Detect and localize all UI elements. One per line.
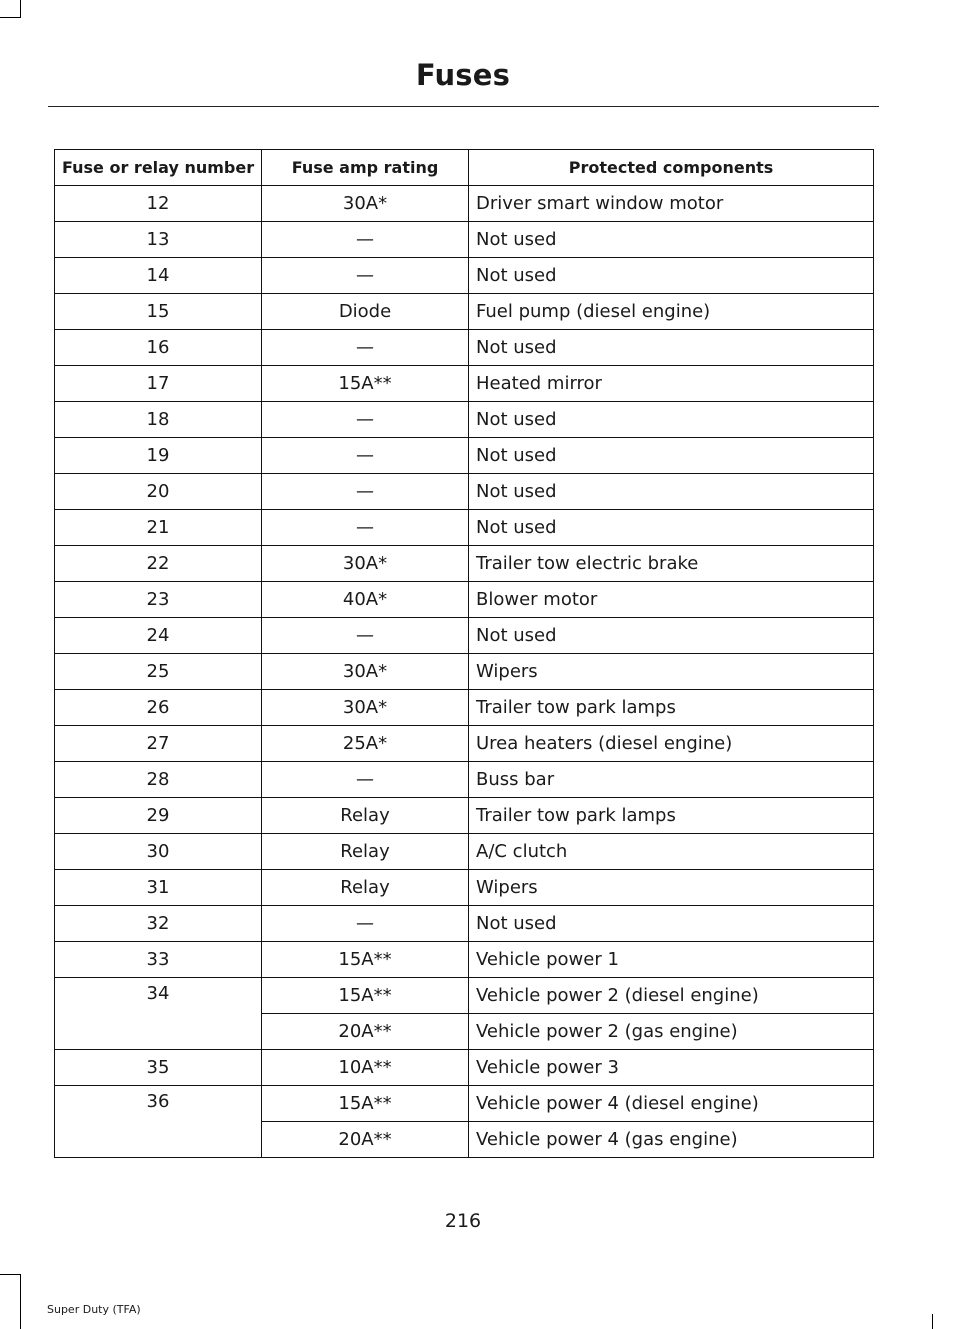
amp-rating: 20A** xyxy=(262,1122,469,1158)
amp-rating: 30A* xyxy=(262,546,469,582)
fuse-table xyxy=(54,149,874,1158)
table-row xyxy=(55,546,874,582)
protected-component: Vehicle power 2 (diesel engine) xyxy=(469,978,874,1014)
fuse-number: 28 xyxy=(55,762,262,798)
protected-component: A/C clutch xyxy=(469,834,874,870)
fuse-number: 24 xyxy=(55,618,262,654)
amp-rating: — xyxy=(262,222,469,258)
fuse-number: 22 xyxy=(55,546,262,582)
table-row xyxy=(55,654,874,690)
protected-component: Blower motor xyxy=(469,582,874,618)
amp-rating: 30A* xyxy=(262,690,469,726)
table-row xyxy=(55,474,874,510)
amp-rating: 15A** xyxy=(262,942,469,978)
amp-rating: 10A** xyxy=(262,1050,469,1086)
table-row xyxy=(55,1050,874,1086)
protected-component: Wipers xyxy=(469,654,874,690)
table-header-row xyxy=(55,150,874,186)
fuse-number: 25 xyxy=(55,654,262,690)
amp-rating: — xyxy=(262,762,469,798)
protected-component: Trailer tow electric brake xyxy=(469,546,874,582)
amp-rating: 25A* xyxy=(262,726,469,762)
fuse-number: 26 xyxy=(55,690,262,726)
fuse-number: 20 xyxy=(55,474,262,510)
fuse-number: 23 xyxy=(55,582,262,618)
amp-rating: 20A** xyxy=(262,1014,469,1050)
fuse-number: 30 xyxy=(55,834,262,870)
protected-component: Heated mirror xyxy=(469,366,874,402)
fuse-number: 13 xyxy=(55,222,262,258)
table-row xyxy=(55,942,874,978)
protected-component: Wipers xyxy=(469,870,874,906)
fuse-number: 36 xyxy=(55,1086,262,1158)
table-row xyxy=(55,798,874,834)
fuse-number: 31 xyxy=(55,870,262,906)
amp-rating: 15A** xyxy=(262,1086,469,1122)
page-number: 216 xyxy=(444,1210,482,1232)
header-protected-components: Protected components xyxy=(469,150,874,186)
amp-rating: — xyxy=(262,618,469,654)
amp-rating: Diode xyxy=(262,294,469,330)
amp-rating: 15A** xyxy=(262,978,469,1014)
crop-mark-bottom-right-v1 xyxy=(932,1314,933,1329)
table-row xyxy=(55,726,874,762)
amp-rating: — xyxy=(262,330,469,366)
protected-component: Not used xyxy=(469,474,874,510)
table-row xyxy=(55,690,874,726)
header-fuse-number: Fuse or relay number xyxy=(55,150,262,186)
table-row xyxy=(55,510,874,546)
amp-rating: 30A* xyxy=(262,186,469,222)
amp-rating: Relay xyxy=(262,834,469,870)
fuse-number: 32 xyxy=(55,906,262,942)
amp-rating: 40A* xyxy=(262,582,469,618)
table-row xyxy=(55,870,874,906)
protected-component: Urea heaters (diesel engine) xyxy=(469,726,874,762)
fuse-number: 14 xyxy=(55,258,262,294)
table-row xyxy=(55,834,874,870)
protected-component: Not used xyxy=(469,258,874,294)
title-divider xyxy=(48,106,879,107)
protected-component: Not used xyxy=(469,222,874,258)
protected-component: Not used xyxy=(469,618,874,654)
protected-component: Fuel pump (diesel engine) xyxy=(469,294,874,330)
amp-rating: 15A** xyxy=(262,366,469,402)
fuse-number: 27 xyxy=(55,726,262,762)
table-row xyxy=(55,402,874,438)
protected-component: Vehicle power 4 (diesel engine) xyxy=(469,1086,874,1122)
crop-mark-top-left-v xyxy=(20,0,21,18)
table-row xyxy=(55,582,874,618)
table-row xyxy=(55,906,874,942)
amp-rating: — xyxy=(262,402,469,438)
table-row xyxy=(55,294,874,330)
table-row xyxy=(55,222,874,258)
fuse-number: 34 xyxy=(55,978,262,1050)
protected-component: Vehicle power 1 xyxy=(469,942,874,978)
protected-component: Buss bar xyxy=(469,762,874,798)
amp-rating: Relay xyxy=(262,870,469,906)
protected-component: Vehicle power 3 xyxy=(469,1050,874,1086)
fuse-number: 21 xyxy=(55,510,262,546)
table-row xyxy=(55,1086,874,1122)
protected-component: Trailer tow park lamps xyxy=(469,798,874,834)
fuse-number: 12 xyxy=(55,186,262,222)
protected-component: Trailer tow park lamps xyxy=(469,690,874,726)
table-row xyxy=(55,186,874,222)
amp-rating: — xyxy=(262,510,469,546)
crop-mark-bottom-left-v xyxy=(20,1274,21,1329)
amp-rating: — xyxy=(262,258,469,294)
protected-component: Driver smart window motor xyxy=(469,186,874,222)
amp-rating: 30A* xyxy=(262,654,469,690)
protected-component: Vehicle power 2 (gas engine) xyxy=(469,1014,874,1050)
fuse-number: 35 xyxy=(55,1050,262,1086)
protected-component: Vehicle power 4 (gas engine) xyxy=(469,1122,874,1158)
amp-rating: — xyxy=(262,906,469,942)
crop-mark-bottom-left-h xyxy=(0,1274,20,1275)
table-row xyxy=(55,366,874,402)
table-row xyxy=(55,258,874,294)
fuse-number: 15 xyxy=(55,294,262,330)
footer-manual-name: Super Duty (TFA) xyxy=(47,1303,141,1316)
fuse-number: 29 xyxy=(55,798,262,834)
table-row xyxy=(55,618,874,654)
protected-component: Not used xyxy=(469,330,874,366)
amp-rating: Relay xyxy=(262,798,469,834)
protected-component: Not used xyxy=(469,510,874,546)
table-row xyxy=(55,330,874,366)
fuse-number: 33 xyxy=(55,942,262,978)
table-row xyxy=(55,762,874,798)
protected-component: Not used xyxy=(469,906,874,942)
fuse-number: 18 xyxy=(55,402,262,438)
fuse-number: 17 xyxy=(55,366,262,402)
fuse-number: 19 xyxy=(55,438,262,474)
protected-component: Not used xyxy=(469,438,874,474)
table-row xyxy=(55,438,874,474)
fuse-number: 16 xyxy=(55,330,262,366)
table-row xyxy=(55,978,874,1014)
protected-component: Not used xyxy=(469,402,874,438)
crop-mark-top-left-h xyxy=(0,17,21,18)
amp-rating: — xyxy=(262,474,469,510)
amp-rating: — xyxy=(262,438,469,474)
page-title: Fuses xyxy=(415,58,511,92)
header-amp-rating: Fuse amp rating xyxy=(262,150,469,186)
